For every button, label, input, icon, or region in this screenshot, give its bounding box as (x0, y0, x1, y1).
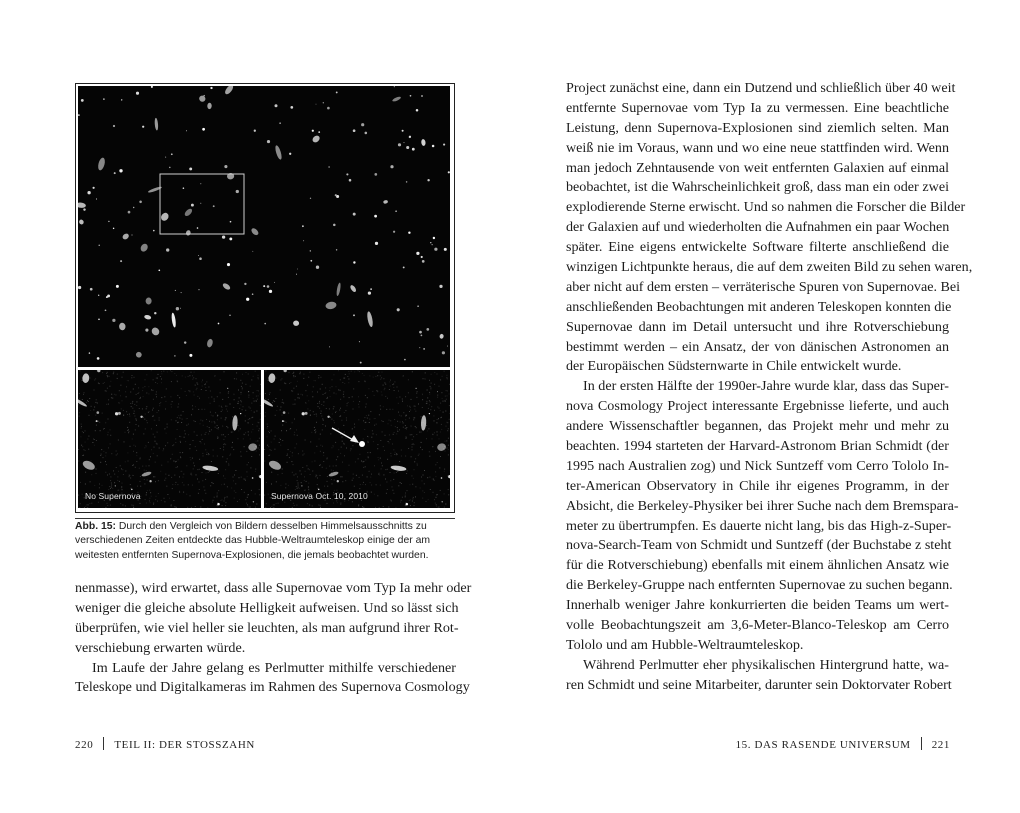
left-body-text (75, 579, 472, 698)
after-image-label: Supernova Oct. 10, 2010 (271, 491, 368, 501)
arrow-head-icon (350, 435, 359, 443)
text-line: explodierende Sterne erwischt. Und so nahmen die Forscher die Bilder (566, 199, 966, 216)
text-line: meter zu übertrumpfen. Es dauerte nicht lang, bis das High-z-Super- (566, 517, 952, 534)
text-line: weniger die gleiche absolute Helligkeit aufweisen. Und so lässt sich (75, 599, 459, 616)
text-line: Supernovae dann im Detail untersucht und ihre Rotverschiebung (566, 318, 949, 335)
after-image-svg (264, 370, 450, 508)
text-line: anschließenden Beobachtungen mit anderen Teleskopen konnten die (566, 298, 952, 315)
text-line: Innerhalb weniger Jahre konkurrierten die beiden Teams um wert- (566, 597, 949, 614)
starfield-group (78, 86, 450, 364)
caption-label: Abb. 15: (75, 521, 116, 532)
figure-caption (75, 520, 457, 563)
starfield-group (78, 370, 261, 508)
text-line: ter-American Observatory in Chile ihr eigenes Programm, in der (566, 477, 949, 494)
text-line: nova Cosmology Project interessante Ergebnisse lieferte, und auch (566, 398, 949, 415)
text-line: der Galaxien auf und wiederholten die Aufnahmen ein paar Wochen (566, 219, 950, 236)
running-head-right: 15. DAS RASENDE UNIVERSUM (735, 739, 911, 751)
right-body-text (566, 79, 973, 696)
footer-left (75, 737, 255, 751)
text-line: entfernte Supernovae vom Typ Ia zu vermessen. Eine beachtliche (566, 99, 949, 116)
before-image-svg (78, 370, 261, 508)
before-image (78, 370, 261, 508)
running-head-left: TEIL II: DER STOSSZAHN (114, 739, 255, 751)
supernova-point (359, 441, 365, 447)
text-line: nenmasse), wird erwartet, dass alle Supernovae vom Typ Ia mehr oder (75, 580, 472, 596)
footer-separator (103, 737, 104, 750)
text-line: Während Perlmutter eher physikalischen Hintergrund hatte, wa- (583, 656, 949, 673)
text-line: In der ersten Hälfte der 1990er-Jahre wurde klar, dass das Super- (583, 378, 949, 395)
text-line: später. Eine eigens entwickelte Software filterte anschließend die (566, 239, 949, 256)
text-line: weiß nie im Voraus, wann und wo eine neue stattfinden wird. Wenn (566, 139, 949, 156)
deep-field-svg (78, 86, 450, 367)
caption-line-1 (75, 520, 457, 534)
figure-supernova-images (75, 83, 455, 513)
text-line: beachten. 1994 starteten der Harvard-Astronom Brian Schmidt (der (566, 438, 949, 455)
text-line: Teleskope und Digitalkameras im Rahmen des Supernova Cosmology (75, 679, 470, 696)
page-number-right: 221 (931, 739, 950, 751)
text-line: winzigen Lichtpunkte heraus, die auf dem zweiten Bild zu sehen waren, (566, 259, 973, 276)
zoom-region-box (160, 174, 244, 234)
text-line: Leistung, denn Supernova-Explosionen sind ziemlich selten. Man (566, 119, 949, 136)
text-line: 1995 nach Australien zog) und Nick Suntzeff vom Cerro Tololo In- (566, 457, 949, 474)
caption-line-2: verschiedenen Zeiten entdeckte das Hubble-Weltraumteleskop einige der am (75, 535, 431, 547)
text-line: andere Wissenschaftler begannen, das Projekt mehr und mehr zu (566, 418, 949, 435)
before-image-label: No Supernova (85, 491, 141, 501)
text-line: volle Beobachtungszeit am 3,6-Meter-Blanco-Teleskop am Cerro (566, 617, 949, 634)
page-number-left: 220 (75, 739, 94, 751)
text-line: Im Laufe der Jahre gelang es Perlmutter mithilfe verschiedener (92, 659, 456, 676)
starfield-group (264, 370, 450, 508)
text-line: beobachtet, ist die Wahrscheinlichkeit groß, dass man ein oder zwei (566, 179, 949, 196)
text-line: bestimmt werden – ein Ansatz, der von dänischen Astronomen an (566, 338, 949, 355)
text-line: nova-Search-Team von Schmidt und Suntzeff (der Buchstabe z steht (566, 537, 952, 554)
right-page (510, 0, 1020, 813)
text-line: Absicht, die Berkeley-Physiker bei ihrer Suche nach dem Bremspara- (566, 497, 959, 514)
footer-separator (921, 737, 922, 750)
caption-rule (75, 518, 455, 519)
text-line: verschiebung erwarten würde. (75, 639, 246, 656)
text-line: überprüfen, wie viel heller sie leuchten, als man aufgrund ihrer Rot- (75, 619, 459, 636)
text-line: aber nicht auf dem ersten – verräterische Spuren von Supernovae. Bei (566, 278, 961, 295)
caption-text-1: Durch den Vergleich von Bildern desselben Himmelsausschnitts zu (116, 521, 427, 532)
deep-field-image (78, 86, 450, 367)
footer-right (736, 737, 950, 751)
text-line: der Europäischen Südsternwarte in Chile entwickelt wurde. (566, 358, 902, 375)
after-image (264, 370, 450, 508)
caption-line-3: weitesten entfernten Supernova-Explosionen, die jemals beobachtet wurden. (75, 549, 429, 561)
text-line: man jedoch Zehntausende von weit entfernten Galaxien auf einmal (566, 159, 949, 176)
text-line: die Berkeley-Gruppe nach entfernten Supernovae zu suchen begann. (566, 577, 953, 594)
text-line: für die Rotverschiebung) ebenfalls mit einem ähnlichen Ansatz wie (566, 557, 949, 574)
text-line: ren Schmidt und seine Mitarbeiter, darunter sein Doktorvater Robert (566, 676, 952, 693)
text-line: Project zunächst eine, dann ein Dutzend und schließlich über 40 weit (566, 80, 956, 96)
text-line: Tololo und am Hubble-Weltraumteleskop. (566, 636, 804, 653)
